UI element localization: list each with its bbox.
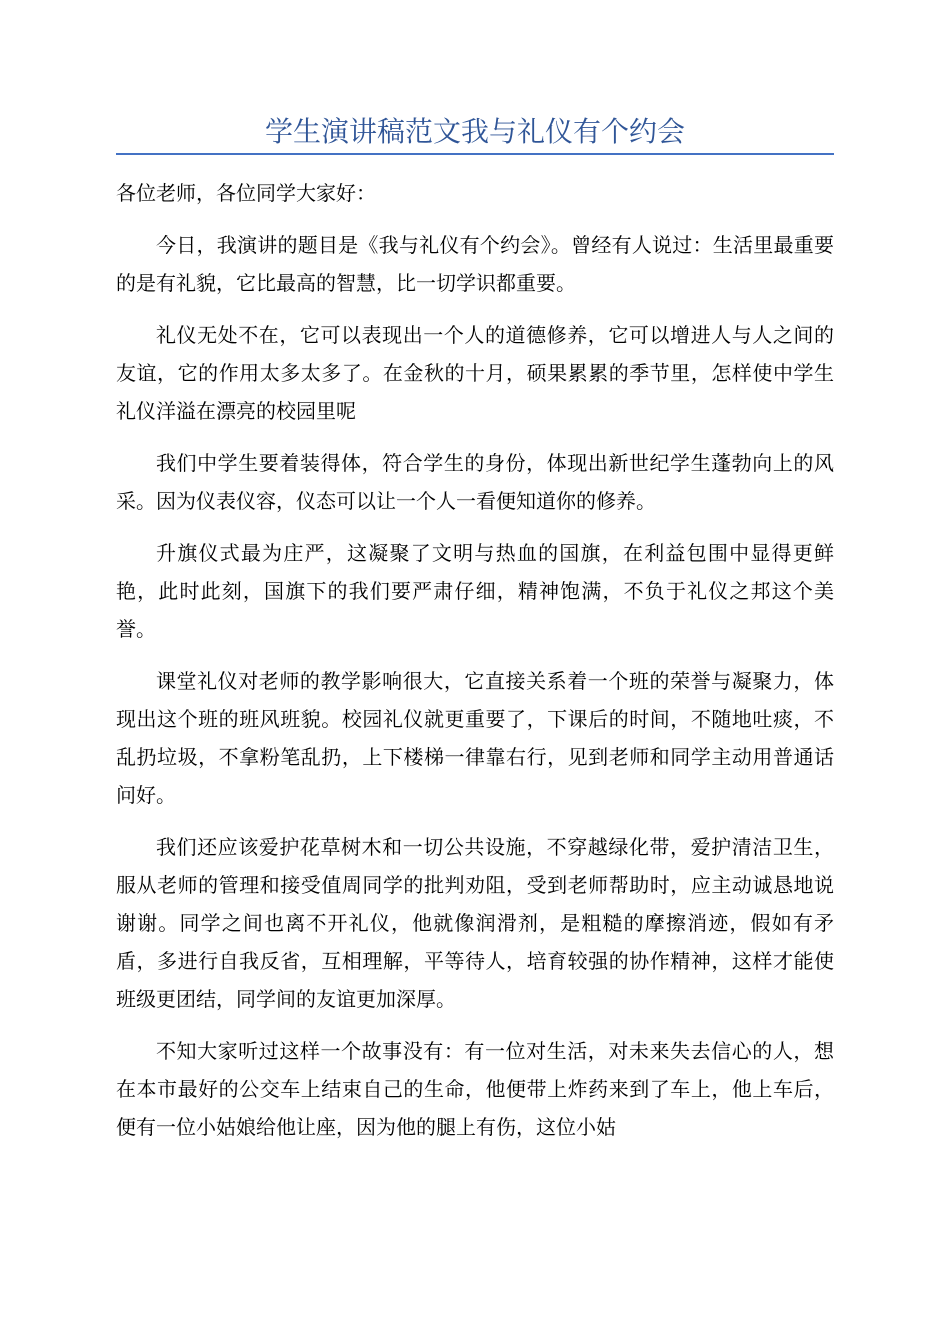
paragraph: 课堂礼仪对老师的教学影响很大，它直接关系着一个班的荣誉与凝聚力，体现出这个班的班风班貌。校园礼仪就更重要了，下课后的时间，不随地吐痰，不乱扔垃圾，不拿粉笔乱扔，上下楼梯一律靠右行，见到老师和同学主动用普通话问好。 — [116, 669, 834, 807]
paragraph: 今日，我演讲的题目是《我与礼仪有个约会》。曾经有人说过：生活里最重要的是有礼貌，它比最高的智慧，比一切学识都重要。 — [116, 233, 834, 295]
document-body — [116, 174, 834, 1160]
paragraph: 升旗仪式最为庄严，这凝聚了文明与热血的国旗，在利益包围中显得更鲜艳，此时此刻，国旗下的我们要严肃仔细，精神饱满，不负于礼仪之邦这个美誉。 — [116, 541, 834, 641]
paragraph: 不知大家听过这样一个故事没有：有一位对生活，对未来失去信心的人，想在本市最好的公交车上结束自己的生命，他便带上炸药来到了车上，他上车后，便有一位小姑娘给他让座，因为他的腿上有伤，这位小姑 — [116, 1039, 834, 1139]
paragraph-salutation: 各位老师，各位同学大家好： — [116, 181, 376, 205]
paragraph: 礼仪无处不在，它可以表现出一个人的道德修养，它可以增进人与人之间的友谊，它的作用太多太多了。在金秋的十月，硕果累累的季节里，怎样使中学生礼仪洋溢在漂亮的校园里呢 — [116, 323, 834, 423]
document-title: 学生演讲稿范文我与礼仪有个约会 — [264, 115, 685, 148]
title-underline — [116, 153, 834, 155]
paragraph: 我们还应该爱护花草树木和一切公共设施，不穿越绿化带，爱护清洁卫生，服从老师的管理和接受值周同学的批判劝阻，受到老师帮助时，应主动诚恳地说谢谢。同学之间也离不开礼仪，他就像润滑剂，是粗糙的摩擦消迹，假如有矛盾，多进行自我反省，互相理解，平等待人，培育较强的协作精神，这样才能使班级更团结，同学间的友谊更加深厚。 — [116, 835, 834, 1011]
paragraph: 我们中学生要着装得体，符合学生的身份，体现出新世纪学生蓬勃向上的风采。因为仪表仪容，仪态可以让一个人一看便知道你的修养。 — [116, 451, 834, 513]
